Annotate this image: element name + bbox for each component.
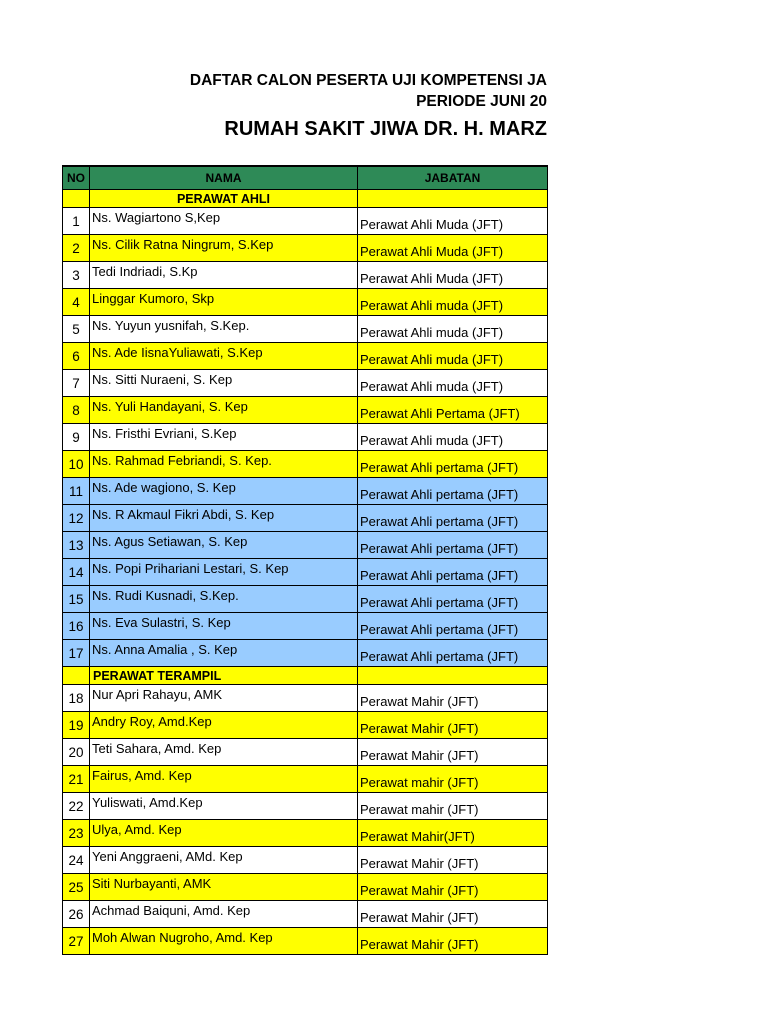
- row-jabatan: Perawat Ahli Muda (JFT): [358, 235, 548, 262]
- table-row: [63, 847, 548, 874]
- table-row: [63, 820, 548, 847]
- table-row: [63, 424, 548, 451]
- row-nama: Ns. Agus Setiawan, S. Kep: [90, 532, 358, 559]
- row-no: 3: [63, 262, 90, 289]
- section-row-perawat-terampil: [63, 667, 548, 685]
- row-nama: Achmad Baiquni, Amd. Kep: [90, 901, 358, 928]
- row-no: 25: [63, 874, 90, 901]
- row-jabatan: Perawat Ahli muda (JFT): [358, 370, 548, 397]
- row-nama: Ns. Ade wagiono, S. Kep: [90, 478, 358, 505]
- table-row: [63, 343, 548, 370]
- row-no: 9: [63, 424, 90, 451]
- row-nama: Siti Nurbayanti, AMK: [90, 874, 358, 901]
- table-row: [63, 451, 548, 478]
- document-title: DAFTAR CALON PESERTA UJI KOMPETENSI JA: [189, 72, 547, 89]
- table-row: [63, 316, 548, 343]
- table-row: [63, 289, 548, 316]
- table-row: [63, 685, 548, 712]
- row-nama: Yeni Anggraeni, AMd. Kep: [90, 847, 358, 874]
- row-nama: Ns. Fristhi Evriani, S.Kep: [90, 424, 358, 451]
- row-no: 26: [63, 901, 90, 928]
- header-nama: NAMA: [90, 166, 358, 190]
- row-no: 17: [63, 640, 90, 667]
- row-nama: Ns. R Akmaul Fikri Abdi, S. Kep: [90, 505, 358, 532]
- header-jabatan: JABATAN: [358, 166, 548, 190]
- row-no: 19: [63, 712, 90, 739]
- table-row: [63, 928, 548, 955]
- row-nama: Ulya, Amd. Kep: [90, 820, 358, 847]
- row-no: 6: [63, 343, 90, 370]
- table-row: [63, 505, 548, 532]
- row-no: 7: [63, 370, 90, 397]
- row-nama: Moh Alwan Nugroho, Amd. Kep: [90, 928, 358, 955]
- row-nama: Andry Roy, Amd.Kep: [90, 712, 358, 739]
- table-row: [63, 262, 548, 289]
- row-nama: Yuliswati, Amd.Kep: [90, 793, 358, 820]
- row-nama: Ns. Cilik Ratna Ningrum, S.Kep: [90, 235, 358, 262]
- row-jabatan: Perawat Ahli Pertama (JFT): [358, 397, 548, 424]
- table-row: [63, 370, 548, 397]
- row-nama: Fairus, Amd. Kep: [90, 766, 358, 793]
- section-no-cell: [63, 667, 90, 685]
- row-jabatan: Perawat Ahli pertama (JFT): [358, 478, 548, 505]
- table-header-row: [63, 166, 548, 190]
- row-jabatan: Perawat Ahli muda (JFT): [358, 424, 548, 451]
- row-jabatan: Perawat Mahir (JFT): [358, 712, 548, 739]
- section-jabatan-cell: [358, 667, 548, 685]
- row-jabatan: Perawat Ahli muda (JFT): [358, 289, 548, 316]
- table-row: [63, 586, 548, 613]
- row-jabatan: Perawat mahir (JFT): [358, 766, 548, 793]
- row-nama: Ns. Eva Sulastri, S. Kep: [90, 613, 358, 640]
- section-row-perawat-ahli: [63, 190, 548, 208]
- row-jabatan: Perawat Ahli pertama (JFT): [358, 532, 548, 559]
- section-jabatan-cell: [358, 190, 548, 208]
- row-no: 5: [63, 316, 90, 343]
- row-jabatan: Perawat Ahli pertama (JFT): [358, 451, 548, 478]
- table-row: [63, 640, 548, 667]
- section-label-perawat-terampil: PERAWAT TERAMPIL: [90, 667, 358, 685]
- table-row: [63, 613, 548, 640]
- row-nama: Ns. Popi Prihariani Lestari, S. Kep: [90, 559, 358, 586]
- row-nama: Ns. Yuli Handayani, S. Kep: [90, 397, 358, 424]
- row-jabatan: Perawat Mahir(JFT): [358, 820, 548, 847]
- candidate-table: [62, 165, 548, 955]
- row-jabatan: Perawat Ahli Muda (JFT): [358, 262, 548, 289]
- row-no: 16: [63, 613, 90, 640]
- row-jabatan: Perawat Mahir (JFT): [358, 928, 548, 955]
- row-nama: Ns. Anna Amalia , S. Kep: [90, 640, 358, 667]
- row-no: 27: [63, 928, 90, 955]
- table-row: [63, 235, 548, 262]
- row-nama: Tedi Indriadi, S.Kp: [90, 262, 358, 289]
- row-jabatan: Perawat Mahir (JFT): [358, 685, 548, 712]
- table-row: [63, 766, 548, 793]
- table-row: [63, 793, 548, 820]
- table-row: [63, 397, 548, 424]
- row-no: 21: [63, 766, 90, 793]
- table-row: [63, 208, 548, 235]
- row-jabatan: Perawat Ahli muda (JFT): [358, 343, 548, 370]
- row-no: 15: [63, 586, 90, 613]
- document-period: PERIODE JUNI 20: [416, 93, 547, 110]
- row-nama: Ns. Rahmad Febriandi, S. Kep.: [90, 451, 358, 478]
- row-nama: Nur Apri Rahayu, AMK: [90, 685, 358, 712]
- row-nama: Ns. Sitti Nuraeni, S. Kep: [90, 370, 358, 397]
- row-no: 10: [63, 451, 90, 478]
- row-no: 1: [63, 208, 90, 235]
- row-no: 11: [63, 478, 90, 505]
- row-jabatan: Perawat Ahli pertama (JFT): [358, 586, 548, 613]
- section-label-perawat-ahli: PERAWAT AHLI: [90, 190, 358, 208]
- table-row: [63, 532, 548, 559]
- row-jabatan: Perawat Ahli pertama (JFT): [358, 505, 548, 532]
- table-row: [63, 901, 548, 928]
- row-nama: Linggar Kumoro, Skp: [90, 289, 358, 316]
- row-no: 20: [63, 739, 90, 766]
- row-jabatan: Perawat Ahli pertama (JFT): [358, 559, 548, 586]
- row-no: 13: [63, 532, 90, 559]
- row-jabatan: Perawat Mahir (JFT): [358, 847, 548, 874]
- section-no-cell: [63, 190, 90, 208]
- row-jabatan: Perawat Ahli pertama (JFT): [358, 613, 548, 640]
- row-no: 24: [63, 847, 90, 874]
- row-no: 23: [63, 820, 90, 847]
- row-nama: Ns. Ade IisnaYuliawati, S.Kep: [90, 343, 358, 370]
- document-title-block: [0, 70, 547, 144]
- table-row: [63, 874, 548, 901]
- row-nama: Ns. Rudi Kusnadi, S.Kep.: [90, 586, 358, 613]
- row-no: 8: [63, 397, 90, 424]
- row-nama: Ns. Yuyun yusnifah, S.Kep.: [90, 316, 358, 343]
- table-row: [63, 559, 548, 586]
- row-jabatan: Perawat Mahir (JFT): [358, 739, 548, 766]
- institution-name: RUMAH SAKIT JIWA DR. H. MARZ: [224, 118, 547, 140]
- row-jabatan: Perawat Ahli Muda (JFT): [358, 208, 548, 235]
- row-jabatan: Perawat mahir (JFT): [358, 793, 548, 820]
- row-no: 14: [63, 559, 90, 586]
- row-no: 22: [63, 793, 90, 820]
- row-no: 12: [63, 505, 90, 532]
- row-jabatan: Perawat Mahir (JFT): [358, 874, 548, 901]
- row-nama: Teti Sahara, Amd. Kep: [90, 739, 358, 766]
- table-row: [63, 712, 548, 739]
- header-no: NO: [63, 166, 90, 190]
- row-jabatan: Perawat Mahir (JFT): [358, 901, 548, 928]
- row-no: 18: [63, 685, 90, 712]
- row-nama: Ns. Wagiartono S,Kep: [90, 208, 358, 235]
- table-row: [63, 478, 548, 505]
- row-jabatan: Perawat Ahli muda (JFT): [358, 316, 548, 343]
- row-no: 2: [63, 235, 90, 262]
- table-row: [63, 739, 548, 766]
- row-no: 4: [63, 289, 90, 316]
- row-jabatan: Perawat Ahli pertama (JFT): [358, 640, 548, 667]
